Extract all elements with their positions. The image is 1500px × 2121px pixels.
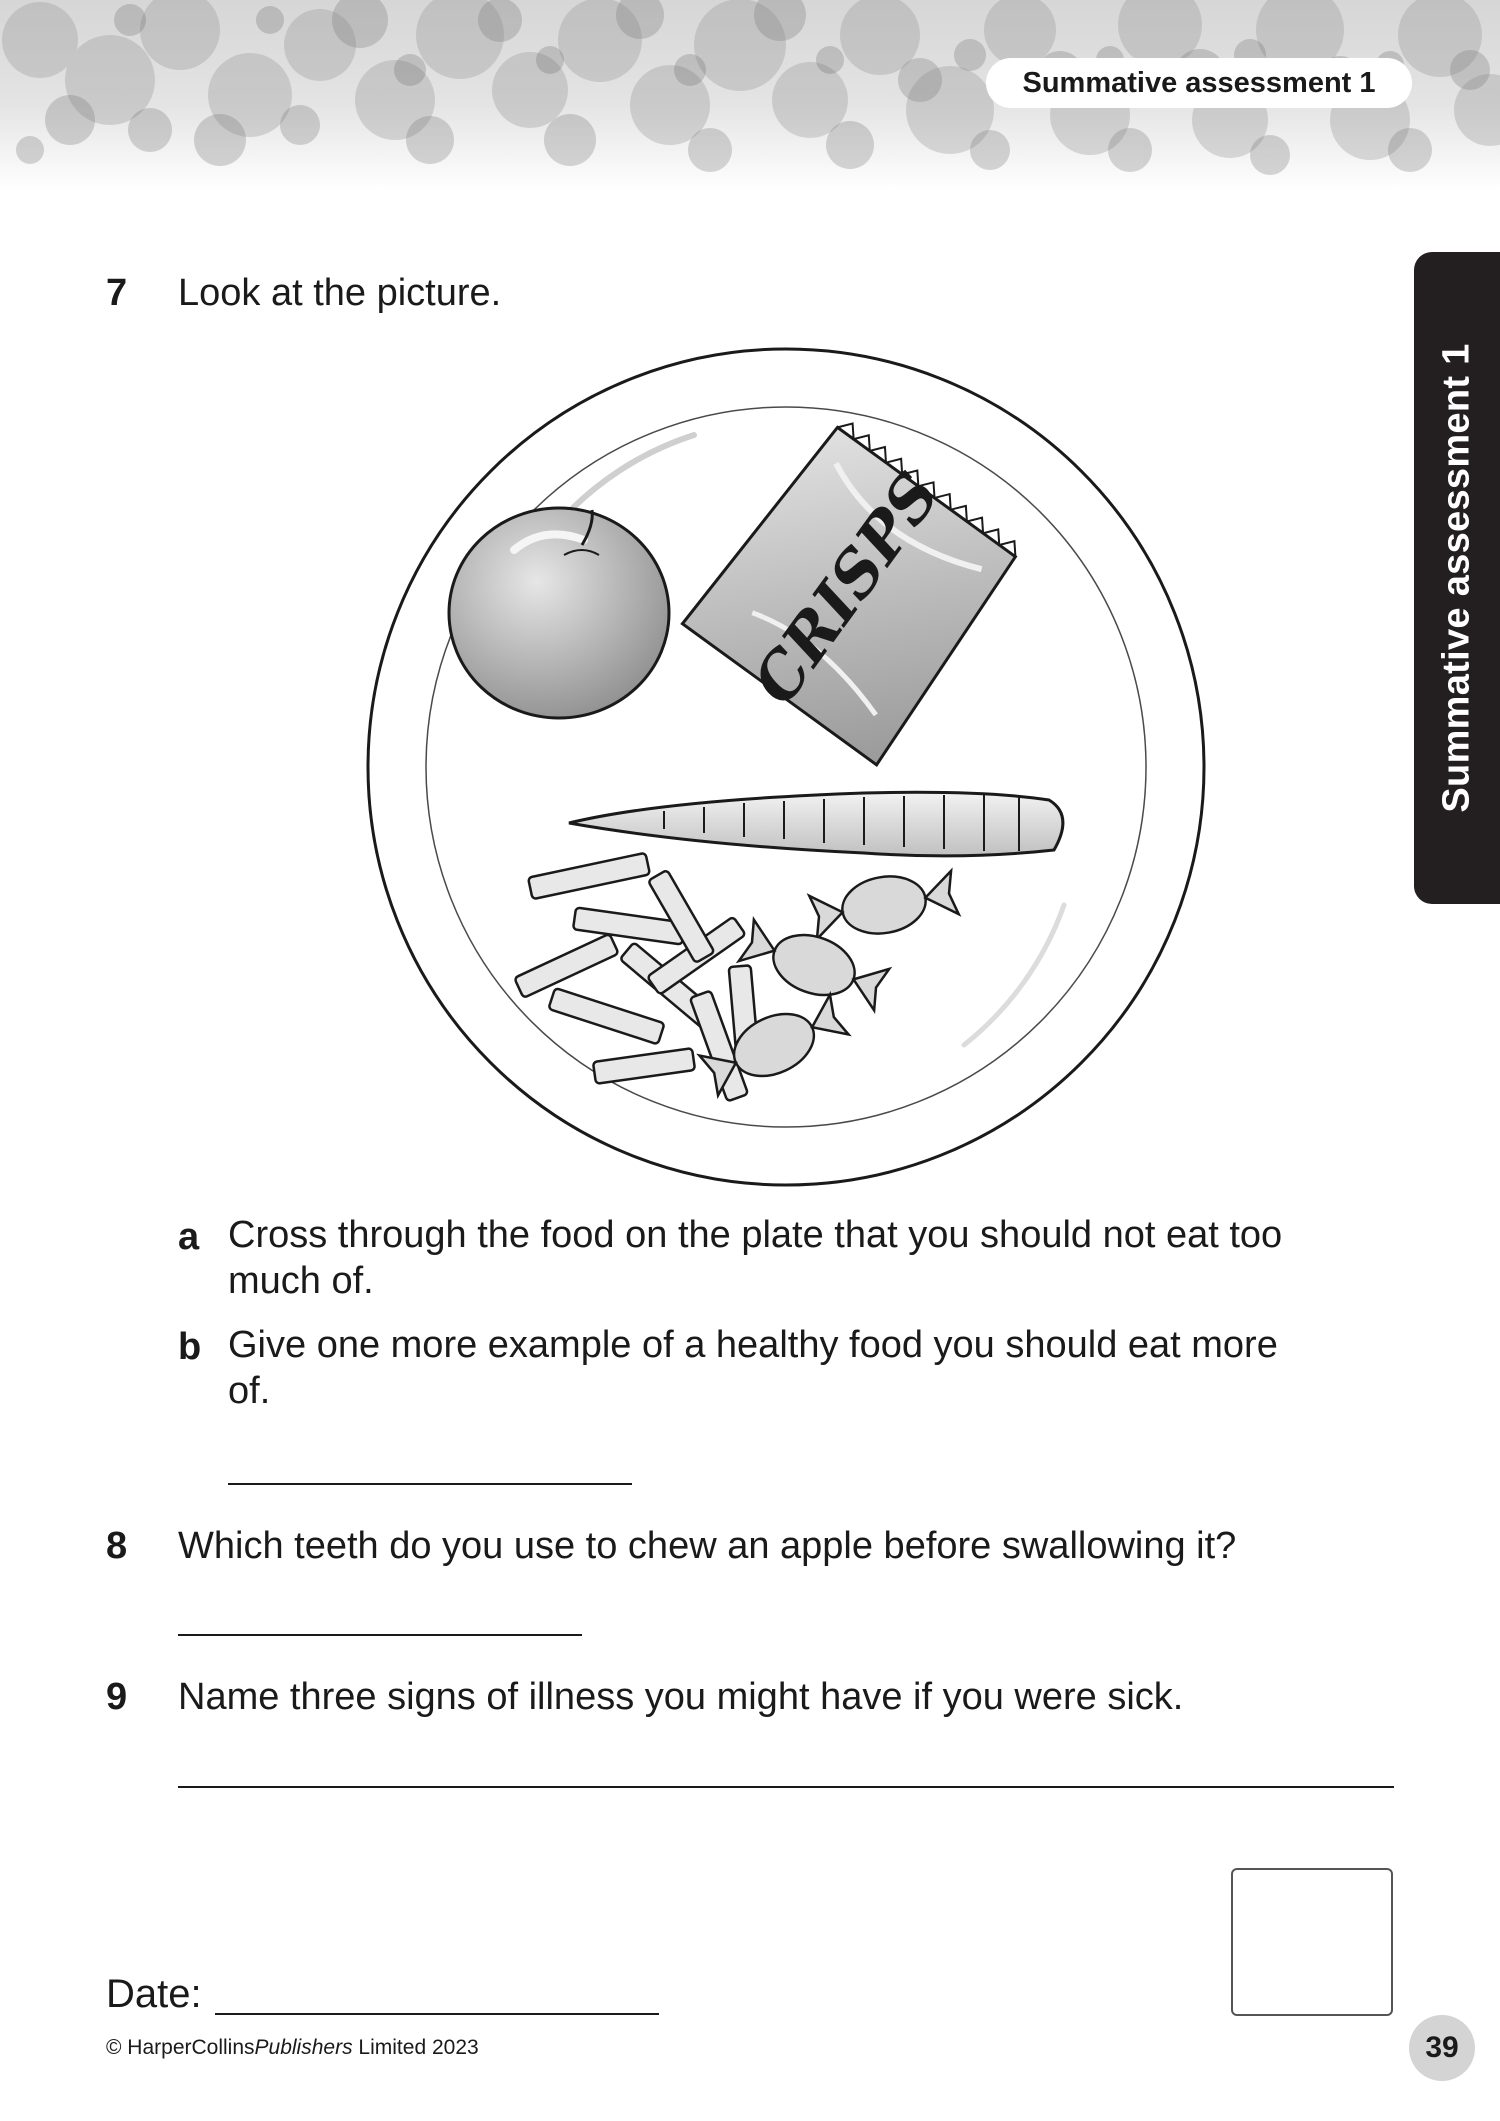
question-7-number: 7 — [106, 272, 128, 314]
question-8-number: 8 — [106, 1525, 128, 1567]
date-answer-line[interactable] — [215, 2013, 659, 2015]
question-9-text: Name three signs of illness you might have if you were sick. — [178, 1676, 1184, 1718]
side-tab-label: Summative assessment 1 — [1435, 343, 1478, 813]
crisps-label: CRISPS — [738, 459, 954, 718]
question-7b-text: Give one more example of a healthy food you should eat more of. — [228, 1324, 1278, 1412]
question-7a-letter: a — [178, 1216, 200, 1258]
question-7-text: Look at the picture. — [178, 272, 502, 314]
section-badge: Summative assessment 1 — [986, 58, 1412, 108]
question-9-number: 9 — [106, 1676, 128, 1718]
question-9-answer-line[interactable] — [178, 1786, 1394, 1788]
question-7b-answer-line[interactable] — [228, 1483, 632, 1485]
score-box[interactable] — [1231, 1868, 1393, 2016]
header-band — [0, 0, 1500, 190]
plate-picture[interactable] — [364, 345, 1208, 1189]
page-number: 39 — [1409, 2015, 1475, 2081]
question-7b-letter: b — [178, 1326, 202, 1368]
apple-item — [449, 508, 669, 718]
question-8-answer-line[interactable] — [178, 1634, 582, 1636]
copyright: © HarperCollinsPublishers Limited 2023 — [106, 2036, 479, 2059]
section-side-tab — [1414, 252, 1500, 904]
date-label: Date: — [106, 1972, 202, 2016]
question-8-text: Which teeth do you use to chew an apple before swallowing it? — [178, 1525, 1237, 1567]
question-7a-text: Cross through the food on the plate that you should not eat too much of. — [228, 1214, 1283, 1302]
